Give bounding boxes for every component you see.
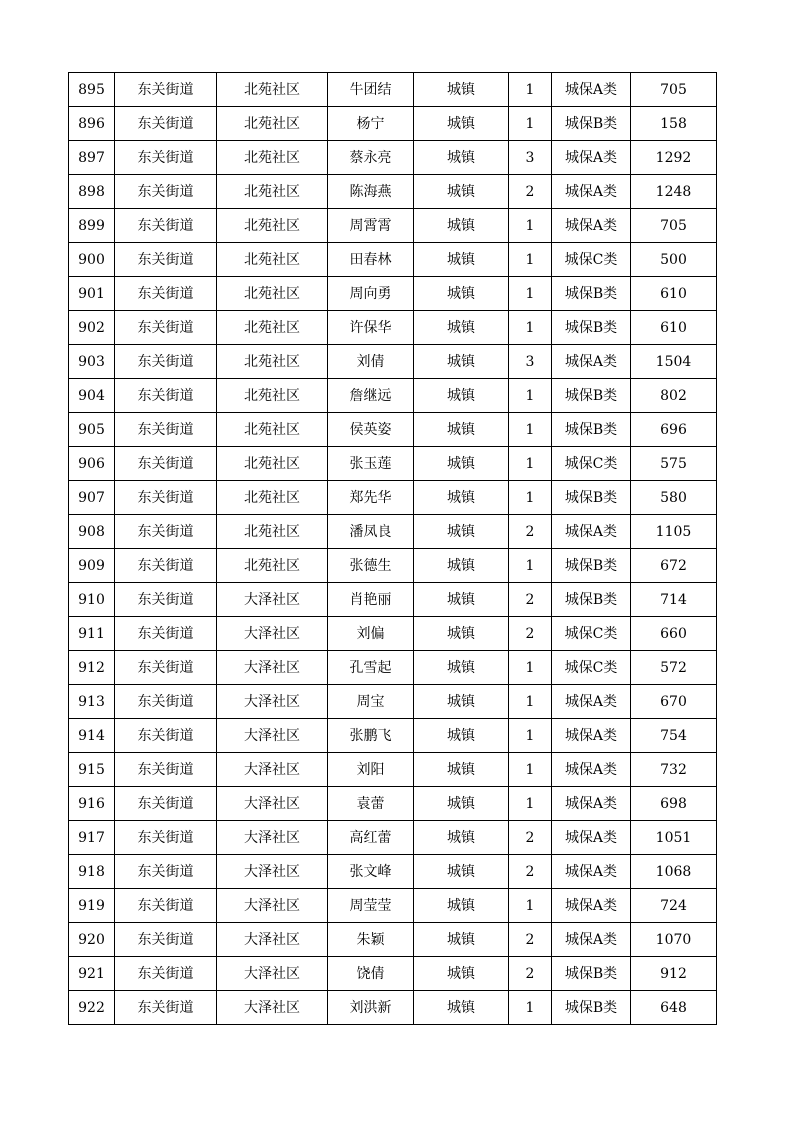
table-row <box>69 753 717 787</box>
street-cell: 东关街道 <box>115 515 217 549</box>
table-row <box>69 379 717 413</box>
table-row <box>69 345 717 379</box>
serial-no-cell: 900 <box>69 243 115 277</box>
category-cell: 城保A类 <box>552 821 631 855</box>
street-cell: 东关街道 <box>115 787 217 821</box>
community-cell: 大泽社区 <box>217 719 328 753</box>
community-cell: 大泽社区 <box>217 855 328 889</box>
table-row <box>69 821 717 855</box>
community-cell: 北苑社区 <box>217 515 328 549</box>
name-cell: 肖艳丽 <box>328 583 414 617</box>
amount-cell: 802 <box>631 379 717 413</box>
amount-cell: 705 <box>631 209 717 243</box>
area-type-cell: 城镇 <box>414 345 509 379</box>
area-type-cell: 城镇 <box>414 209 509 243</box>
category-cell: 城保B类 <box>552 277 631 311</box>
household-count-cell: 1 <box>509 243 552 277</box>
category-cell: 城保B类 <box>552 991 631 1025</box>
serial-no-cell: 909 <box>69 549 115 583</box>
street-cell: 东关街道 <box>115 243 217 277</box>
name-cell: 郑先华 <box>328 481 414 515</box>
street-cell: 东关街道 <box>115 175 217 209</box>
street-cell: 东关街道 <box>115 209 217 243</box>
name-cell: 高红蕾 <box>328 821 414 855</box>
household-count-cell: 1 <box>509 107 552 141</box>
amount-cell: 732 <box>631 753 717 787</box>
category-cell: 城保C类 <box>552 651 631 685</box>
category-cell: 城保A类 <box>552 73 631 107</box>
household-count-cell: 1 <box>509 447 552 481</box>
household-count-cell: 1 <box>509 685 552 719</box>
name-cell: 刘偏 <box>328 617 414 651</box>
street-cell: 东关街道 <box>115 685 217 719</box>
serial-no-cell: 911 <box>69 617 115 651</box>
serial-no-cell: 910 <box>69 583 115 617</box>
name-cell: 潘凤良 <box>328 515 414 549</box>
serial-no-cell: 905 <box>69 413 115 447</box>
table-row <box>69 481 717 515</box>
table-row <box>69 991 717 1025</box>
community-cell: 北苑社区 <box>217 141 328 175</box>
table-row <box>69 923 717 957</box>
amount-cell: 580 <box>631 481 717 515</box>
community-cell: 北苑社区 <box>217 345 328 379</box>
name-cell: 蔡永亮 <box>328 141 414 175</box>
street-cell: 东关街道 <box>115 583 217 617</box>
name-cell: 陈海燕 <box>328 175 414 209</box>
table-row <box>69 413 717 447</box>
amount-cell: 1105 <box>631 515 717 549</box>
category-cell: 城保B类 <box>552 549 631 583</box>
name-cell: 侯英姿 <box>328 413 414 447</box>
street-cell: 东关街道 <box>115 277 217 311</box>
area-type-cell: 城镇 <box>414 141 509 175</box>
category-cell: 城保C类 <box>552 243 631 277</box>
table-row <box>69 549 717 583</box>
name-cell: 许保华 <box>328 311 414 345</box>
amount-cell: 1248 <box>631 175 717 209</box>
household-count-cell: 1 <box>509 481 552 515</box>
amount-cell: 660 <box>631 617 717 651</box>
community-cell: 北苑社区 <box>217 413 328 447</box>
household-count-cell: 1 <box>509 719 552 753</box>
serial-no-cell: 898 <box>69 175 115 209</box>
community-cell: 大泽社区 <box>217 957 328 991</box>
serial-no-cell: 921 <box>69 957 115 991</box>
category-cell: 城保A类 <box>552 175 631 209</box>
area-type-cell: 城镇 <box>414 889 509 923</box>
serial-no-cell: 901 <box>69 277 115 311</box>
community-cell: 大泽社区 <box>217 787 328 821</box>
household-count-cell: 2 <box>509 821 552 855</box>
category-cell: 城保B类 <box>552 481 631 515</box>
table-row <box>69 73 717 107</box>
table-body <box>69 73 717 1025</box>
area-type-cell: 城镇 <box>414 413 509 447</box>
household-count-cell: 1 <box>509 549 552 583</box>
table-row <box>69 617 717 651</box>
table-row <box>69 651 717 685</box>
amount-cell: 1504 <box>631 345 717 379</box>
name-cell: 杨宁 <box>328 107 414 141</box>
community-cell: 北苑社区 <box>217 175 328 209</box>
area-type-cell: 城镇 <box>414 175 509 209</box>
street-cell: 东关街道 <box>115 311 217 345</box>
table-row <box>69 243 717 277</box>
amount-cell: 572 <box>631 651 717 685</box>
area-type-cell: 城镇 <box>414 787 509 821</box>
community-cell: 大泽社区 <box>217 651 328 685</box>
area-type-cell: 城镇 <box>414 583 509 617</box>
amount-cell: 575 <box>631 447 717 481</box>
household-count-cell: 1 <box>509 311 552 345</box>
category-cell: 城保A类 <box>552 515 631 549</box>
category-cell: 城保A类 <box>552 141 631 175</box>
street-cell: 东关街道 <box>115 617 217 651</box>
category-cell: 城保A类 <box>552 719 631 753</box>
serial-no-cell: 918 <box>69 855 115 889</box>
table-row <box>69 175 717 209</box>
household-count-cell: 1 <box>509 379 552 413</box>
household-count-cell: 1 <box>509 73 552 107</box>
household-count-cell: 1 <box>509 209 552 243</box>
amount-cell: 912 <box>631 957 717 991</box>
household-count-cell: 2 <box>509 855 552 889</box>
area-type-cell: 城镇 <box>414 991 509 1025</box>
street-cell: 东关街道 <box>115 549 217 583</box>
household-count-cell: 2 <box>509 515 552 549</box>
community-cell: 大泽社区 <box>217 753 328 787</box>
serial-no-cell: 899 <box>69 209 115 243</box>
household-count-cell: 1 <box>509 787 552 821</box>
community-cell: 北苑社区 <box>217 107 328 141</box>
name-cell: 周莹莹 <box>328 889 414 923</box>
community-cell: 大泽社区 <box>217 583 328 617</box>
serial-no-cell: 913 <box>69 685 115 719</box>
community-cell: 北苑社区 <box>217 481 328 515</box>
area-type-cell: 城镇 <box>414 685 509 719</box>
street-cell: 东关街道 <box>115 651 217 685</box>
serial-no-cell: 904 <box>69 379 115 413</box>
serial-no-cell: 917 <box>69 821 115 855</box>
serial-no-cell: 912 <box>69 651 115 685</box>
area-type-cell: 城镇 <box>414 821 509 855</box>
household-count-cell: 1 <box>509 753 552 787</box>
community-cell: 北苑社区 <box>217 447 328 481</box>
category-cell: 城保A类 <box>552 787 631 821</box>
serial-no-cell: 906 <box>69 447 115 481</box>
street-cell: 东关街道 <box>115 413 217 447</box>
household-count-cell: 2 <box>509 583 552 617</box>
category-cell: 城保C类 <box>552 447 631 481</box>
data-table <box>68 72 717 1025</box>
table-row <box>69 209 717 243</box>
community-cell: 大泽社区 <box>217 923 328 957</box>
name-cell: 张文峰 <box>328 855 414 889</box>
name-cell: 田春林 <box>328 243 414 277</box>
area-type-cell: 城镇 <box>414 617 509 651</box>
category-cell: 城保C类 <box>552 617 631 651</box>
amount-cell: 648 <box>631 991 717 1025</box>
community-cell: 北苑社区 <box>217 311 328 345</box>
street-cell: 东关街道 <box>115 855 217 889</box>
household-count-cell: 2 <box>509 617 552 651</box>
household-count-cell: 1 <box>509 991 552 1025</box>
street-cell: 东关街道 <box>115 753 217 787</box>
household-count-cell: 1 <box>509 413 552 447</box>
amount-cell: 714 <box>631 583 717 617</box>
name-cell: 张玉莲 <box>328 447 414 481</box>
serial-no-cell: 920 <box>69 923 115 957</box>
street-cell: 东关街道 <box>115 73 217 107</box>
amount-cell: 610 <box>631 311 717 345</box>
table-row <box>69 719 717 753</box>
category-cell: 城保B类 <box>552 107 631 141</box>
table-row <box>69 107 717 141</box>
serial-no-cell: 922 <box>69 991 115 1025</box>
serial-no-cell: 914 <box>69 719 115 753</box>
name-cell: 张鹏飞 <box>328 719 414 753</box>
household-count-cell: 3 <box>509 345 552 379</box>
category-cell: 城保A类 <box>552 753 631 787</box>
serial-no-cell: 919 <box>69 889 115 923</box>
table-row <box>69 277 717 311</box>
serial-no-cell: 916 <box>69 787 115 821</box>
name-cell: 周霄霄 <box>328 209 414 243</box>
amount-cell: 1051 <box>631 821 717 855</box>
serial-no-cell: 902 <box>69 311 115 345</box>
community-cell: 北苑社区 <box>217 549 328 583</box>
community-cell: 北苑社区 <box>217 209 328 243</box>
amount-cell: 670 <box>631 685 717 719</box>
area-type-cell: 城镇 <box>414 73 509 107</box>
name-cell: 周宝 <box>328 685 414 719</box>
serial-no-cell: 896 <box>69 107 115 141</box>
serial-no-cell: 897 <box>69 141 115 175</box>
name-cell: 周向勇 <box>328 277 414 311</box>
name-cell: 刘倩 <box>328 345 414 379</box>
community-cell: 大泽社区 <box>217 617 328 651</box>
area-type-cell: 城镇 <box>414 481 509 515</box>
table-row <box>69 515 717 549</box>
community-cell: 大泽社区 <box>217 821 328 855</box>
community-cell: 北苑社区 <box>217 73 328 107</box>
table-row <box>69 311 717 345</box>
category-cell: 城保B类 <box>552 379 631 413</box>
area-type-cell: 城镇 <box>414 957 509 991</box>
community-cell: 大泽社区 <box>217 991 328 1025</box>
community-cell: 北苑社区 <box>217 243 328 277</box>
table-row <box>69 685 717 719</box>
area-type-cell: 城镇 <box>414 753 509 787</box>
street-cell: 东关街道 <box>115 379 217 413</box>
amount-cell: 158 <box>631 107 717 141</box>
category-cell: 城保B类 <box>552 311 631 345</box>
amount-cell: 1292 <box>631 141 717 175</box>
area-type-cell: 城镇 <box>414 379 509 413</box>
category-cell: 城保A类 <box>552 855 631 889</box>
street-cell: 东关街道 <box>115 923 217 957</box>
table-row <box>69 141 717 175</box>
area-type-cell: 城镇 <box>414 243 509 277</box>
amount-cell: 610 <box>631 277 717 311</box>
name-cell: 饶倩 <box>328 957 414 991</box>
household-count-cell: 1 <box>509 277 552 311</box>
household-count-cell: 3 <box>509 141 552 175</box>
table-row <box>69 787 717 821</box>
street-cell: 东关街道 <box>115 957 217 991</box>
amount-cell: 754 <box>631 719 717 753</box>
name-cell: 朱颖 <box>328 923 414 957</box>
table-row <box>69 957 717 991</box>
table-row <box>69 447 717 481</box>
table-row <box>69 855 717 889</box>
category-cell: 城保A类 <box>552 889 631 923</box>
serial-no-cell: 895 <box>69 73 115 107</box>
amount-cell: 696 <box>631 413 717 447</box>
name-cell: 詹继远 <box>328 379 414 413</box>
area-type-cell: 城镇 <box>414 855 509 889</box>
serial-no-cell: 907 <box>69 481 115 515</box>
category-cell: 城保A类 <box>552 209 631 243</box>
street-cell: 东关街道 <box>115 345 217 379</box>
area-type-cell: 城镇 <box>414 107 509 141</box>
amount-cell: 698 <box>631 787 717 821</box>
street-cell: 东关街道 <box>115 481 217 515</box>
street-cell: 东关街道 <box>115 141 217 175</box>
name-cell: 牛团结 <box>328 73 414 107</box>
community-cell: 大泽社区 <box>217 889 328 923</box>
category-cell: 城保A类 <box>552 345 631 379</box>
area-type-cell: 城镇 <box>414 719 509 753</box>
amount-cell: 672 <box>631 549 717 583</box>
table-row <box>69 889 717 923</box>
amount-cell: 1068 <box>631 855 717 889</box>
household-count-cell: 1 <box>509 651 552 685</box>
street-cell: 东关街道 <box>115 889 217 923</box>
amount-cell: 1070 <box>631 923 717 957</box>
area-type-cell: 城镇 <box>414 311 509 345</box>
table-row <box>69 583 717 617</box>
area-type-cell: 城镇 <box>414 923 509 957</box>
area-type-cell: 城镇 <box>414 515 509 549</box>
household-count-cell: 2 <box>509 923 552 957</box>
category-cell: 城保B类 <box>552 413 631 447</box>
serial-no-cell: 903 <box>69 345 115 379</box>
street-cell: 东关街道 <box>115 107 217 141</box>
community-cell: 北苑社区 <box>217 379 328 413</box>
category-cell: 城保A类 <box>552 685 631 719</box>
serial-no-cell: 908 <box>69 515 115 549</box>
amount-cell: 705 <box>631 73 717 107</box>
street-cell: 东关街道 <box>115 821 217 855</box>
area-type-cell: 城镇 <box>414 447 509 481</box>
name-cell: 袁蕾 <box>328 787 414 821</box>
name-cell: 孔雪起 <box>328 651 414 685</box>
street-cell: 东关街道 <box>115 991 217 1025</box>
amount-cell: 500 <box>631 243 717 277</box>
area-type-cell: 城镇 <box>414 549 509 583</box>
category-cell: 城保A类 <box>552 923 631 957</box>
name-cell: 刘洪新 <box>328 991 414 1025</box>
household-count-cell: 2 <box>509 175 552 209</box>
street-cell: 东关街道 <box>115 719 217 753</box>
category-cell: 城保B类 <box>552 957 631 991</box>
community-cell: 大泽社区 <box>217 685 328 719</box>
household-count-cell: 2 <box>509 957 552 991</box>
name-cell: 刘阳 <box>328 753 414 787</box>
household-count-cell: 1 <box>509 889 552 923</box>
area-type-cell: 城镇 <box>414 651 509 685</box>
area-type-cell: 城镇 <box>414 277 509 311</box>
street-cell: 东关街道 <box>115 447 217 481</box>
name-cell: 张德生 <box>328 549 414 583</box>
category-cell: 城保B类 <box>552 583 631 617</box>
serial-no-cell: 915 <box>69 753 115 787</box>
community-cell: 北苑社区 <box>217 277 328 311</box>
amount-cell: 724 <box>631 889 717 923</box>
